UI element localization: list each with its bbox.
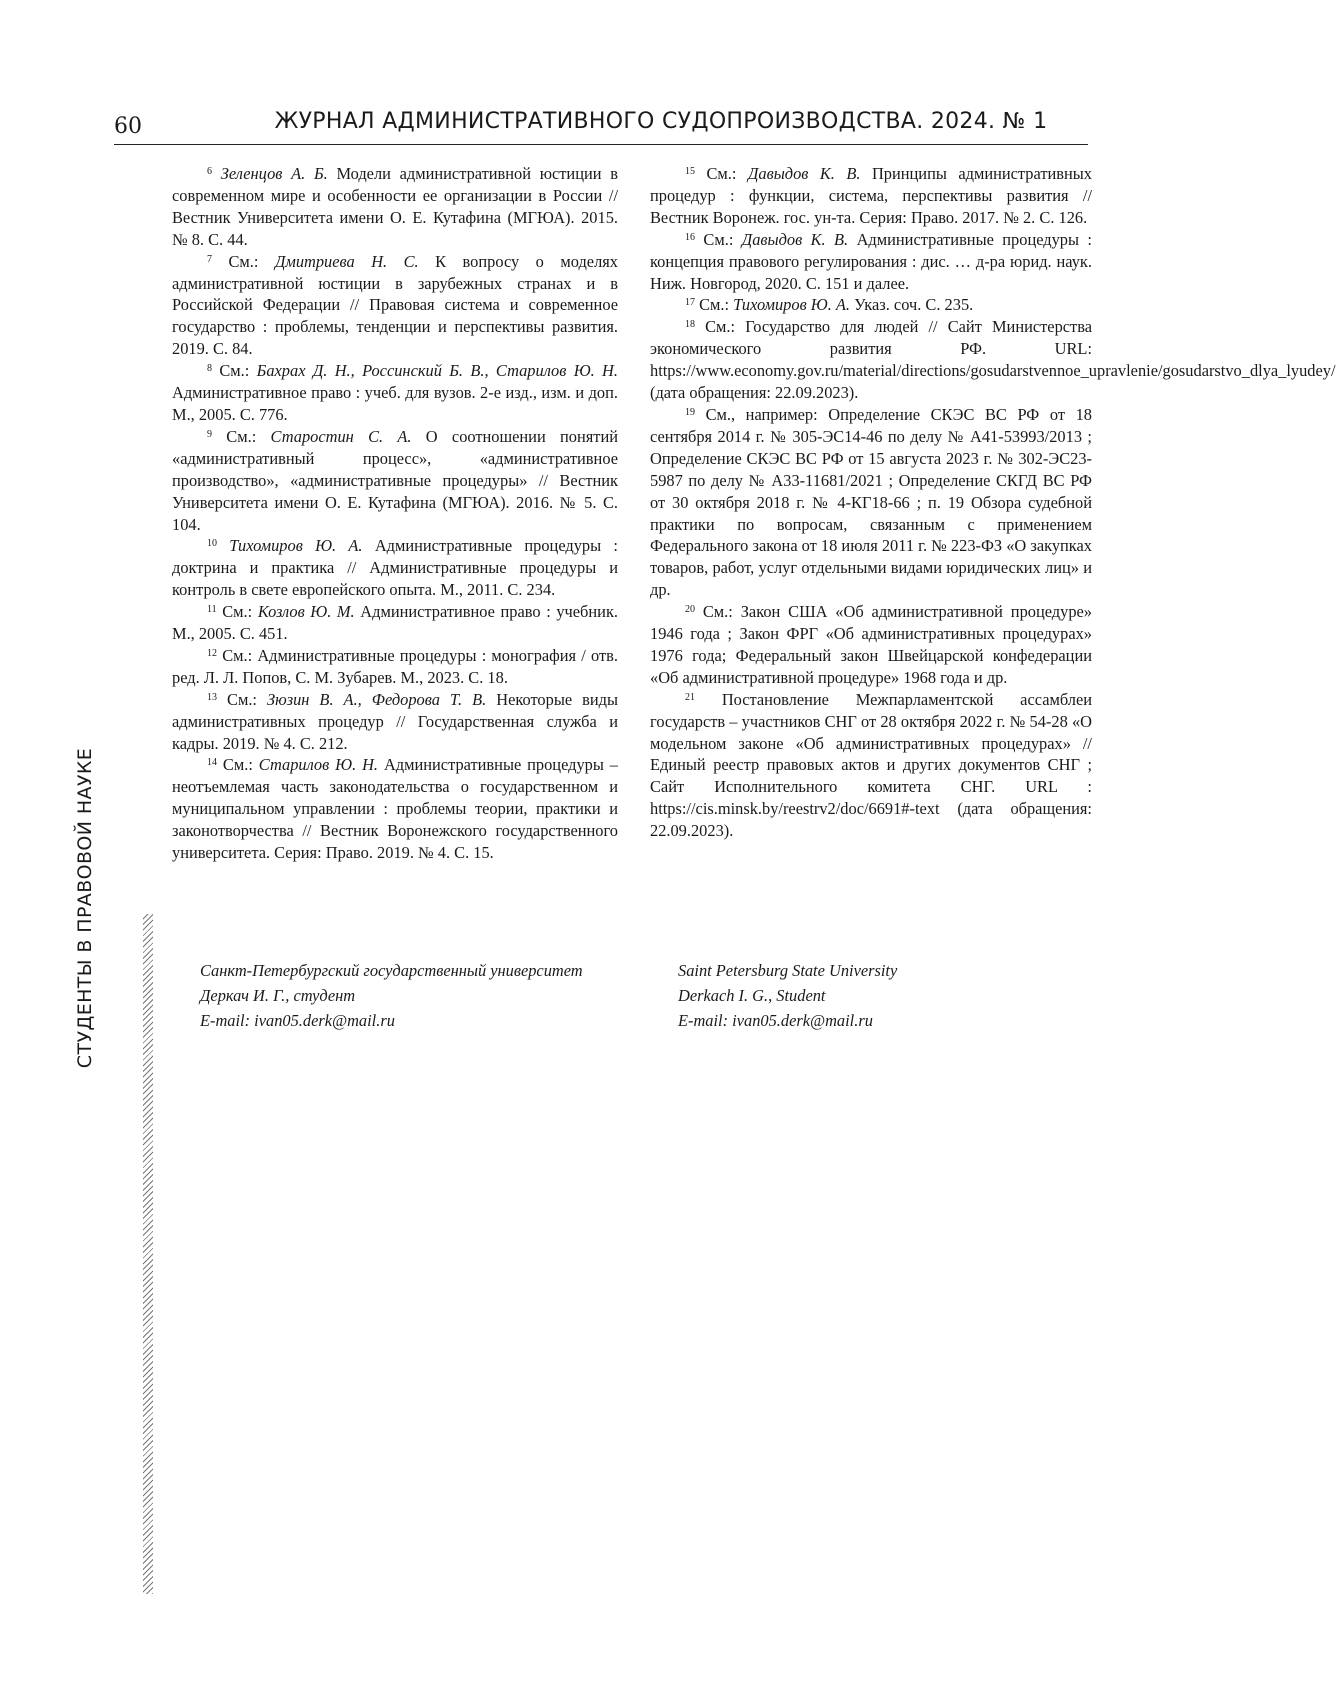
footnote-number: 12: [207, 648, 217, 659]
footnote-prefix: См.:: [699, 295, 733, 314]
footnote: [650, 601, 1092, 689]
footnote-text: Административное право : учеб. для вузов. 2-е изд., изм. и доп. М., 2005. С. 776.: [172, 383, 618, 424]
footnote-text: Государство для людей // Сайт Министерства экономического развития РФ. URL: https://www.economy.gov.ru/material/directions/gosudarstvennoe_upravlenie/gosudarstvo_dlya_lyudey/ (дата обращения: 22.09.2023).: [650, 317, 1336, 402]
footnotes-right-column: [650, 163, 1092, 842]
footnote-number: 15: [685, 166, 695, 177]
footnote-author: Бахрах Д. Н., Россинский Б. В., Старилов Ю. Н.: [257, 361, 618, 380]
footnote-author: Старилов Ю. Н.: [259, 755, 378, 774]
footnote-text: Административные процедуры : концепция правового регулирования : дис. … д-ра юрид. наук. Ниж. Новгород, 2020. С. 151 и далее.: [650, 230, 1092, 293]
footnote: [172, 689, 618, 755]
footnote: [650, 294, 1092, 316]
footnote-prefix: См.:: [703, 602, 741, 621]
footnote-prefix: См.:: [223, 755, 259, 774]
footnote-text: Указ. соч. С. 235.: [850, 295, 973, 314]
footnote-text: Постановление Межпарламентской ассамблеи государств – участников СНГ от 28 октября 2022 г. № 54-28 «О модельном законе «Об административных процедурах» // Единый реестр правовых актов и других документов СНГ ; Сайт Исполнительного комитета СНГ. URL : https://cis.minsk.by/reestrv2/doc/6691#-text (дата обращения: 22.09.2023).: [650, 690, 1092, 840]
footnote: [172, 360, 618, 426]
page-number: 60: [114, 114, 142, 139]
footnote-number: 17: [685, 297, 695, 308]
footnote-number: 9: [207, 429, 212, 440]
footnote-author: Тихомиров Ю. А.: [733, 295, 850, 314]
footnote-author: Старостин С. А.: [271, 427, 412, 446]
footnote: [172, 645, 618, 689]
footnote-author: Зюзин В. А., Федорова Т. В.: [267, 690, 486, 709]
footnote: [650, 689, 1092, 842]
footnote-text: Некоторые виды административных процедур // Государственная служба и кадры. 2019. № 4. С. 212.: [172, 690, 618, 753]
footnote-author: Тихомиров Ю. А.: [229, 536, 362, 555]
footnote-prefix: См.:: [707, 164, 748, 183]
footnote-prefix: См.:: [227, 690, 267, 709]
footnote-prefix: См.:: [705, 317, 745, 336]
footnote-author: Давыдов К. В.: [742, 230, 848, 249]
footnote-number: 20: [685, 604, 695, 615]
footnote-number: 18: [685, 319, 695, 330]
footnote-number: 11: [207, 604, 217, 615]
affiliation-author-ru: Деркач И. Г., студент: [172, 983, 618, 1008]
footnote-text: Принципы административных процедур : функции, система, перспективы развития // Вестник Воронеж. гос. ун-та. Серия: Право. 2017. № 2. С. 126.: [650, 164, 1092, 227]
footnote-text: Административное право : учебник. М., 2005. С. 451.: [172, 602, 618, 643]
footnote: [172, 535, 618, 601]
affiliation-russian: [172, 958, 618, 1033]
footnote: [172, 163, 618, 251]
footnote-author: Давыдов К. В.: [748, 164, 861, 183]
footnote-number: 6: [207, 166, 212, 177]
footnote: [172, 426, 618, 536]
footnote-text: Административные процедуры : монография / отв. ред. Л. Л. Попов, С. М. Зубарев. М., 2023. С. 18.: [172, 646, 618, 687]
footnote-text: Административные процедуры : доктрина и практика // Административные процедуры и контроль в свете европейского опыта. М., 2011. С. 234.: [172, 536, 618, 599]
footnote-text: Закон США «Об административной процедуре» 1946 года ; Закон ФРГ «Об административных процедурах» 1976 года; Федеральный закон Швейцарской конфедерации «Об административной процедуре» 1968 года и др.: [650, 602, 1092, 687]
footnote-author: Зеленцов А. Б.: [221, 164, 328, 183]
affiliation-email-ru: E-mail: ivan05.derk@mail.ru: [172, 1008, 618, 1033]
affiliation-author-en: Derkach I. G., Student: [650, 983, 1092, 1008]
footnote: [172, 754, 618, 864]
affiliation-english: [650, 958, 1092, 1033]
section-side-title: СТУДЕНТЫ В ПРАВОВОЙ НАУКЕ: [74, 728, 106, 1088]
footnote-text: К вопросу о моделях административной юстиции в зарубежных странах и в Российской Федерации // Правовая система и современное государство : проблемы, тенденции и перспективы развития. 2019. С. 84.: [172, 252, 618, 359]
footnote-prefix: См., например:: [706, 405, 829, 424]
affiliation-email-en: E-mail: ivan05.derk@mail.ru: [650, 1008, 1092, 1033]
footnote-prefix: См.:: [222, 646, 257, 665]
footnote: [172, 251, 618, 361]
footnote-number: 16: [685, 232, 695, 243]
journal-title: ЖУРНАЛ АДМИНИСТРАТИВНОГО СУДОПРОИЗВОДСТВА. 2024. № 1: [234, 109, 1088, 134]
footnote-prefix: См.:: [228, 252, 274, 271]
footnote-author: Козлов Ю. М.: [258, 602, 355, 621]
footnote-number: 14: [207, 757, 217, 768]
footnote: [172, 601, 618, 645]
footnote-text: Определение СКЭС ВС РФ от 18 сентября 2014 г. № 305-ЭС14-46 по делу № А41-53993/2013 ; Определение СКЭС ВС РФ от 15 августа 2023 г. № 302-ЭС23-5987 по делу № А33-11681/2021 ; Определение СКГД ВС РФ от 30 октября 2018 г. № 4-КГ18-66 ; п. 19 Обзора судебной практики по вопросам, связанным с применением Федерального закона от 18 июля 2011 г. № 223-ФЗ «О закупках товаров, работ, услуг отдельными видами юридических лиц» и др.: [650, 405, 1092, 599]
footnote-number: 21: [685, 692, 695, 703]
footnote: [650, 404, 1092, 601]
page-header: [114, 104, 1088, 145]
footnote: [650, 229, 1092, 295]
footnote: [650, 163, 1092, 229]
footnote-prefix: См.:: [222, 602, 258, 621]
footnote-author: Дмитриева Н. С.: [275, 252, 419, 271]
footnote-number: 7: [207, 254, 212, 265]
footnote-prefix: См.:: [219, 361, 256, 380]
footnote-number: 19: [685, 407, 695, 418]
footnote-prefix: См.:: [703, 230, 741, 249]
decorative-hatch-bar: [143, 914, 153, 1594]
footnote-text: Административные процедуры – неотъемлемая часть законодательства о государственном и муниципальном управлении : проблемы теории, практики и законотворчества // Вестник Воронежского государственного университета. Серия: Право. 2019. № 4. С. 15.: [172, 755, 618, 862]
footnote: [650, 316, 1092, 404]
footnotes-left-column: [172, 163, 618, 864]
footnote-text: Модели административной юстиции в современном мире и особенности ее организации в России // Вестник Университета имени О. Е. Кутафина (МГЮА). 2015. № 8. С. 44.: [172, 164, 618, 249]
footnote-number: 10: [207, 538, 217, 549]
affiliation-university-en: Saint Petersburg State University: [650, 958, 1092, 983]
footnote-number: 8: [207, 363, 212, 374]
footnote-prefix: См.:: [226, 427, 270, 446]
affiliation-university-ru: Санкт-Петербургский государственный университет: [172, 958, 618, 983]
footnote-text: О соотношении понятий «административный процесс», «административное производство», «административные процедуры» // Вестник Университета имени О. Е. Кутафина (МГЮА). 2016. № 5. С. 104.: [172, 427, 618, 534]
footnote-number: 13: [207, 692, 217, 703]
